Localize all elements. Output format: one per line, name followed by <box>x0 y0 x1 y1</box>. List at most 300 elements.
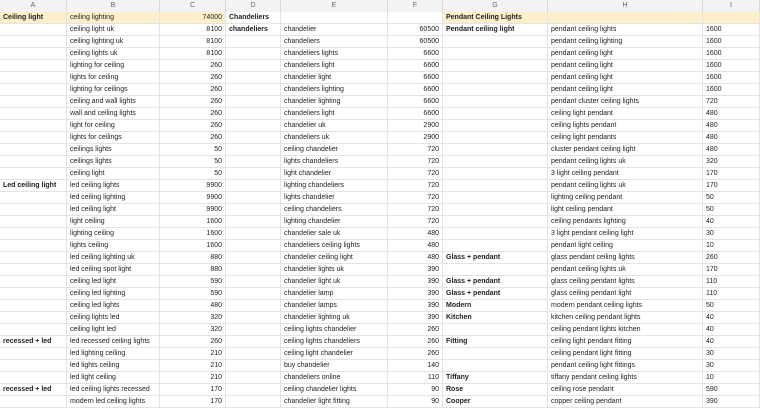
cell-a-category[interactable] <box>0 264 67 276</box>
cell-f-volume[interactable]: 390 <box>388 276 443 288</box>
cell-c-volume[interactable]: 170 <box>160 396 226 408</box>
cell-a-category[interactable] <box>0 168 67 180</box>
cell-b-keyword[interactable]: ceiling lights uk <box>67 48 160 60</box>
cell-e-keyword[interactable]: chandeliers light <box>281 60 388 72</box>
cell-h-keyword[interactable]: 3 light ceiling pendant <box>548 168 703 180</box>
cell-b-keyword[interactable]: led recessed ceiling lights <box>67 336 160 348</box>
cell-f-volume[interactable]: 720 <box>388 180 443 192</box>
cell-i-volume[interactable]: 30 <box>703 360 760 372</box>
cell-f-volume[interactable]: 480 <box>388 240 443 252</box>
cell-i-volume[interactable]: 590 <box>703 384 760 396</box>
cell-h-keyword[interactable]: pendant ceiling light <box>548 72 703 84</box>
cell-b-keyword[interactable]: ceiling led lights <box>67 300 160 312</box>
cell-f-volume[interactable]: 480 <box>388 252 443 264</box>
cell-h-keyword[interactable]: 3 light pendant ceiling light <box>548 228 703 240</box>
cell-a-category[interactable] <box>0 60 67 72</box>
cell-h-keyword[interactable] <box>548 12 703 24</box>
column-header-f[interactable]: F <box>388 0 443 12</box>
cell-c-volume[interactable]: 260 <box>160 96 226 108</box>
cell-g-category[interactable] <box>443 228 548 240</box>
cell-i-volume[interactable]: 50 <box>703 192 760 204</box>
column-header-i[interactable]: I <box>703 0 760 12</box>
cell-d-category[interactable] <box>226 300 281 312</box>
cell-i-volume[interactable]: 40 <box>703 312 760 324</box>
cell-e-keyword[interactable] <box>281 12 388 24</box>
cell-i-volume[interactable]: 480 <box>703 132 760 144</box>
cell-e-keyword[interactable]: chandelier light fitting <box>281 396 388 408</box>
cell-h-keyword[interactable]: glass pendant ceiling lights <box>548 252 703 264</box>
cell-d-category[interactable] <box>226 204 281 216</box>
cell-h-keyword[interactable]: glass ceiling pendant light <box>548 288 703 300</box>
cell-h-keyword[interactable]: pendant ceiling light <box>548 60 703 72</box>
cell-f-volume[interactable]: 6600 <box>388 96 443 108</box>
cell-g-category[interactable]: Tiffany <box>443 372 548 384</box>
cell-a-category[interactable] <box>0 84 67 96</box>
cell-b-keyword[interactable]: lighting for ceiling <box>67 60 160 72</box>
cell-a-category[interactable] <box>0 108 67 120</box>
column-header-e[interactable]: E <box>281 0 388 12</box>
cell-b-keyword[interactable]: ceiling light uk <box>67 24 160 36</box>
cell-f-volume[interactable]: 720 <box>388 204 443 216</box>
cell-i-volume[interactable]: 1600 <box>703 72 760 84</box>
cell-c-volume[interactable]: 1600 <box>160 240 226 252</box>
cell-d-category[interactable] <box>226 372 281 384</box>
cell-i-volume[interactable]: 320 <box>703 156 760 168</box>
cell-d-category[interactable] <box>226 396 281 408</box>
cell-g-category[interactable] <box>443 108 548 120</box>
cell-b-keyword[interactable]: modern led ceiling lights <box>67 396 160 408</box>
cell-b-keyword[interactable]: led ceiling lights recessed <box>67 384 160 396</box>
cell-g-category[interactable] <box>443 132 548 144</box>
cell-g-category[interactable]: Rose <box>443 384 548 396</box>
cell-e-keyword[interactable]: chandeliers light <box>281 108 388 120</box>
cell-a-category[interactable]: recessed + led <box>0 384 67 396</box>
cell-a-category[interactable] <box>0 228 67 240</box>
cell-g-category[interactable]: Glass + pendant <box>443 288 548 300</box>
cell-a-category[interactable] <box>0 48 67 60</box>
cell-c-volume[interactable]: 50 <box>160 156 226 168</box>
cell-f-volume[interactable]: 720 <box>388 192 443 204</box>
cell-a-category[interactable] <box>0 240 67 252</box>
cell-e-keyword[interactable]: ceiling lights chandeliers <box>281 336 388 348</box>
cell-e-keyword[interactable]: chandelier <box>281 24 388 36</box>
cell-i-volume[interactable]: 50 <box>703 300 760 312</box>
cell-a-category[interactable] <box>0 132 67 144</box>
cell-a-category[interactable] <box>0 348 67 360</box>
cell-b-keyword[interactable]: ceilings lights <box>67 156 160 168</box>
cell-f-volume[interactable]: 390 <box>388 312 443 324</box>
cell-c-volume[interactable]: 8100 <box>160 24 226 36</box>
cell-b-keyword[interactable]: light for ceiling <box>67 120 160 132</box>
cell-h-keyword[interactable]: pendant light ceiling <box>548 240 703 252</box>
cell-b-keyword[interactable]: ceilings lights <box>67 144 160 156</box>
cell-e-keyword[interactable]: chandeliers ceiling lights <box>281 240 388 252</box>
cell-c-volume[interactable]: 880 <box>160 264 226 276</box>
cell-a-category[interactable] <box>0 300 67 312</box>
cell-a-category[interactable] <box>0 252 67 264</box>
cell-b-keyword[interactable]: led lights ceiling <box>67 360 160 372</box>
cell-g-category[interactable] <box>443 348 548 360</box>
cell-h-keyword[interactable]: cluster pendant ceiling light <box>548 144 703 156</box>
cell-c-volume[interactable]: 320 <box>160 324 226 336</box>
cell-d-category[interactable] <box>226 384 281 396</box>
cell-a-category[interactable] <box>0 96 67 108</box>
cell-g-category[interactable] <box>443 60 548 72</box>
cell-g-category[interactable] <box>443 360 548 372</box>
cell-i-volume[interactable]: 1600 <box>703 36 760 48</box>
cell-b-keyword[interactable]: led ceiling spot light <box>67 264 160 276</box>
cell-a-category[interactable] <box>0 216 67 228</box>
cell-i-volume[interactable]: 10 <box>703 372 760 384</box>
cell-b-keyword[interactable]: led light ceiling <box>67 372 160 384</box>
cell-f-volume[interactable]: 2900 <box>388 120 443 132</box>
cell-e-keyword[interactable]: lights chandelier <box>281 192 388 204</box>
cell-c-volume[interactable]: 9900 <box>160 204 226 216</box>
cell-b-keyword[interactable]: ceiling led light <box>67 276 160 288</box>
cell-e-keyword[interactable]: chandeliers lights <box>281 48 388 60</box>
cell-f-volume[interactable]: 6600 <box>388 108 443 120</box>
cell-i-volume[interactable]: 170 <box>703 180 760 192</box>
cell-a-category[interactable] <box>0 276 67 288</box>
cell-g-category[interactable] <box>443 180 548 192</box>
cell-f-volume[interactable]: 390 <box>388 264 443 276</box>
cell-h-keyword[interactable]: ceiling pendant light fitting <box>548 348 703 360</box>
column-header-g[interactable]: G <box>443 0 548 12</box>
cell-g-category[interactable] <box>443 216 548 228</box>
cell-d-category[interactable] <box>226 84 281 96</box>
cell-c-volume[interactable]: 1600 <box>160 216 226 228</box>
cell-i-volume[interactable]: 1600 <box>703 48 760 60</box>
cell-e-keyword[interactable]: lighting chandelier <box>281 216 388 228</box>
cell-c-volume[interactable]: 9900 <box>160 180 226 192</box>
cell-f-volume[interactable]: 260 <box>388 324 443 336</box>
cell-h-keyword[interactable]: modern pendant ceiling lights <box>548 300 703 312</box>
cell-i-volume[interactable]: 50 <box>703 204 760 216</box>
cell-a-category[interactable] <box>0 288 67 300</box>
cell-b-keyword[interactable]: lighting ceiling <box>67 228 160 240</box>
cell-a-category[interactable] <box>0 192 67 204</box>
cell-f-volume[interactable]: 720 <box>388 168 443 180</box>
cell-g-category[interactable] <box>443 48 548 60</box>
cell-f-volume[interactable]: 390 <box>388 288 443 300</box>
cell-f-volume[interactable]: 720 <box>388 156 443 168</box>
cell-h-keyword[interactable]: pendant ceiling lighting <box>548 36 703 48</box>
cell-e-keyword[interactable]: lights chandeliers <box>281 156 388 168</box>
cell-f-volume[interactable]: 6600 <box>388 48 443 60</box>
cell-d-category[interactable] <box>226 132 281 144</box>
cell-g-category[interactable]: Pendant Ceiling Lights <box>443 12 548 24</box>
cell-d-category[interactable] <box>226 120 281 132</box>
cell-a-category[interactable] <box>0 120 67 132</box>
cell-d-category[interactable] <box>226 36 281 48</box>
cell-d-category[interactable] <box>226 48 281 60</box>
cell-d-category[interactable] <box>226 180 281 192</box>
cell-c-volume[interactable]: 260 <box>160 72 226 84</box>
cell-e-keyword[interactable]: buy chandelier <box>281 360 388 372</box>
cell-d-category[interactable] <box>226 72 281 84</box>
cell-f-volume[interactable]: 720 <box>388 144 443 156</box>
cell-a-category[interactable] <box>0 24 67 36</box>
cell-d-category[interactable] <box>226 168 281 180</box>
cell-b-keyword[interactable]: led lighting ceiling <box>67 348 160 360</box>
cell-g-category[interactable]: Fitting <box>443 336 548 348</box>
cell-c-volume[interactable]: 260 <box>160 84 226 96</box>
cell-g-category[interactable] <box>443 36 548 48</box>
cell-b-keyword[interactable]: led ceiling light <box>67 204 160 216</box>
cell-d-category[interactable] <box>226 324 281 336</box>
cell-f-volume[interactable]: 140 <box>388 360 443 372</box>
cell-h-keyword[interactable]: ceiling rose pendant <box>548 384 703 396</box>
cell-c-volume[interactable]: 260 <box>160 336 226 348</box>
cell-f-volume[interactable]: 260 <box>388 348 443 360</box>
cell-h-keyword[interactable]: tiffany pendant ceiling lights <box>548 372 703 384</box>
cell-i-volume[interactable]: 1600 <box>703 84 760 96</box>
cell-e-keyword[interactable]: ceiling light chandelier <box>281 348 388 360</box>
cell-g-category[interactable]: Kitchen <box>443 312 548 324</box>
cell-f-volume[interactable]: 720 <box>388 216 443 228</box>
cell-e-keyword[interactable]: chandeliers <box>281 36 388 48</box>
cell-e-keyword[interactable]: ceiling chandeliers <box>281 204 388 216</box>
column-header-h[interactable]: H <box>548 0 703 12</box>
cell-h-keyword[interactable]: glass ceiling pendant lights <box>548 276 703 288</box>
cell-a-category[interactable] <box>0 360 67 372</box>
cell-g-category[interactable] <box>443 240 548 252</box>
cell-f-volume[interactable]: 60500 <box>388 24 443 36</box>
column-header-d[interactable]: D <box>226 0 281 12</box>
cell-h-keyword[interactable]: ceiling pendant lights kitchen <box>548 324 703 336</box>
cell-f-volume[interactable] <box>388 12 443 24</box>
cell-c-volume[interactable]: 590 <box>160 276 226 288</box>
cell-d-category[interactable] <box>226 60 281 72</box>
cell-d-category[interactable] <box>226 264 281 276</box>
cell-c-volume[interactable]: 260 <box>160 132 226 144</box>
cell-h-keyword[interactable]: ceiling lights pendant <box>548 120 703 132</box>
cell-c-volume[interactable]: 8100 <box>160 48 226 60</box>
cell-f-volume[interactable]: 6600 <box>388 84 443 96</box>
cell-i-volume[interactable]: 1600 <box>703 24 760 36</box>
cell-e-keyword[interactable]: lighting chandeliers <box>281 180 388 192</box>
cell-e-keyword[interactable]: chandelier lighting uk <box>281 312 388 324</box>
cell-c-volume[interactable]: 210 <box>160 360 226 372</box>
cell-f-volume[interactable]: 6600 <box>388 72 443 84</box>
cell-d-category[interactable] <box>226 192 281 204</box>
cell-i-volume[interactable]: 480 <box>703 120 760 132</box>
cell-e-keyword[interactable]: chandelier light uk <box>281 276 388 288</box>
cell-d-category[interactable] <box>226 216 281 228</box>
cell-f-volume[interactable]: 90 <box>388 396 443 408</box>
cell-g-category[interactable]: Modern <box>443 300 548 312</box>
cell-a-category[interactable]: Ceiling light <box>0 12 67 24</box>
cell-e-keyword[interactable]: chandelier light <box>281 72 388 84</box>
cell-e-keyword[interactable]: chandelier lamp <box>281 288 388 300</box>
cell-e-keyword[interactable]: ceiling chandelier lights <box>281 384 388 396</box>
cell-f-volume[interactable]: 2900 <box>388 132 443 144</box>
cell-i-volume[interactable]: 170 <box>703 264 760 276</box>
cell-g-category[interactable] <box>443 72 548 84</box>
cell-d-category[interactable] <box>226 108 281 120</box>
cell-h-keyword[interactable]: pendant ceiling lights uk <box>548 180 703 192</box>
cell-f-volume[interactable]: 90 <box>388 384 443 396</box>
cell-a-category[interactable] <box>0 396 67 408</box>
cell-b-keyword[interactable]: lights for ceilings <box>67 132 160 144</box>
cell-b-keyword[interactable]: ceiling light led <box>67 324 160 336</box>
cell-i-volume[interactable]: 390 <box>703 396 760 408</box>
cell-d-category[interactable] <box>226 348 281 360</box>
cell-d-category[interactable] <box>226 336 281 348</box>
cell-g-category[interactable] <box>443 264 548 276</box>
cell-e-keyword[interactable]: ceiling lights chandelier <box>281 324 388 336</box>
column-header-c[interactable]: C <box>160 0 226 12</box>
cell-i-volume[interactable]: 480 <box>703 144 760 156</box>
cell-b-keyword[interactable]: lighting for ceilings <box>67 84 160 96</box>
cell-a-category[interactable]: Led ceiling light <box>0 180 67 192</box>
cell-b-keyword[interactable]: wall and ceiling lights <box>67 108 160 120</box>
cell-b-keyword[interactable]: led ceiling lighting <box>67 192 160 204</box>
cell-h-keyword[interactable]: pendant cluster ceiling lights <box>548 96 703 108</box>
cell-c-volume[interactable]: 210 <box>160 372 226 384</box>
cell-g-category[interactable] <box>443 192 548 204</box>
cell-a-category[interactable] <box>0 144 67 156</box>
cell-h-keyword[interactable]: copper ceiling pendant <box>548 396 703 408</box>
cell-e-keyword[interactable]: chandelier ceiling light <box>281 252 388 264</box>
cell-i-volume[interactable]: 40 <box>703 216 760 228</box>
cell-h-keyword[interactable]: ceiling light pendant fitting <box>548 336 703 348</box>
cell-a-category[interactable] <box>0 312 67 324</box>
cell-f-volume[interactable]: 6600 <box>388 60 443 72</box>
cell-g-category[interactable]: Cooper <box>443 396 548 408</box>
cell-a-category[interactable] <box>0 72 67 84</box>
cell-d-category[interactable] <box>226 288 281 300</box>
cell-b-keyword[interactable]: ceiling lights led <box>67 312 160 324</box>
cell-d-category[interactable]: chandeliers <box>226 24 281 36</box>
cell-i-volume[interactable]: 110 <box>703 276 760 288</box>
cell-g-category[interactable] <box>443 120 548 132</box>
cell-c-volume[interactable]: 170 <box>160 384 226 396</box>
cell-c-volume[interactable]: 50 <box>160 144 226 156</box>
cell-g-category[interactable]: Pendant ceiling light <box>443 24 548 36</box>
cell-f-volume[interactable]: 260 <box>388 336 443 348</box>
cell-c-volume[interactable]: 74000 <box>160 12 226 24</box>
cell-b-keyword[interactable]: ceiling led lighting <box>67 288 160 300</box>
cell-d-category[interactable] <box>226 228 281 240</box>
cell-e-keyword[interactable]: chandelier lights uk <box>281 264 388 276</box>
cell-d-category[interactable] <box>226 144 281 156</box>
cell-i-volume[interactable]: 30 <box>703 348 760 360</box>
cell-g-category[interactable]: Glass + pendant <box>443 252 548 264</box>
cell-c-volume[interactable]: 210 <box>160 348 226 360</box>
cell-b-keyword[interactable]: ceiling lighting <box>67 12 160 24</box>
cell-h-keyword[interactable]: kitchen ceiling pendant lights <box>548 312 703 324</box>
cell-e-keyword[interactable]: chandelier uk <box>281 120 388 132</box>
cell-e-keyword[interactable]: chandeliers uk <box>281 132 388 144</box>
cell-f-volume[interactable]: 480 <box>388 228 443 240</box>
cell-h-keyword[interactable]: pendant ceiling light <box>548 48 703 60</box>
column-header-a[interactable]: A <box>0 0 67 12</box>
cell-d-category[interactable]: Chandeliers <box>226 12 281 24</box>
cell-d-category[interactable] <box>226 240 281 252</box>
cell-d-category[interactable] <box>226 96 281 108</box>
cell-b-keyword[interactable]: lights ceiling <box>67 240 160 252</box>
cell-b-keyword[interactable]: led ceiling lighting uk <box>67 252 160 264</box>
cell-h-keyword[interactable]: pendant ceiling lights uk <box>548 264 703 276</box>
cell-a-category[interactable] <box>0 36 67 48</box>
cell-e-keyword[interactable]: chandelier lamps <box>281 300 388 312</box>
cell-h-keyword[interactable]: pendant ceiling light fittings <box>548 360 703 372</box>
cell-d-category[interactable] <box>226 156 281 168</box>
cell-a-category[interactable] <box>0 204 67 216</box>
cell-b-keyword[interactable]: led ceiling lights <box>67 180 160 192</box>
cell-d-category[interactable] <box>226 252 281 264</box>
cell-a-category[interactable] <box>0 372 67 384</box>
cell-d-category[interactable] <box>226 360 281 372</box>
cell-d-category[interactable] <box>226 276 281 288</box>
cell-c-volume[interactable]: 590 <box>160 288 226 300</box>
cell-g-category[interactable] <box>443 204 548 216</box>
cell-e-keyword[interactable]: chandeliers online <box>281 372 388 384</box>
cell-b-keyword[interactable]: lights for ceiling <box>67 72 160 84</box>
cell-e-keyword[interactable]: chandeliers lighting <box>281 84 388 96</box>
cell-g-category[interactable]: Glass + pendant <box>443 276 548 288</box>
cell-i-volume[interactable]: 480 <box>703 108 760 120</box>
cell-g-category[interactable] <box>443 84 548 96</box>
cell-c-volume[interactable]: 50 <box>160 168 226 180</box>
cell-i-volume[interactable]: 260 <box>703 252 760 264</box>
cell-i-volume[interactable]: 720 <box>703 96 760 108</box>
cell-h-keyword[interactable]: light ceiling pendant <box>548 204 703 216</box>
cell-e-keyword[interactable]: chandelier lighting <box>281 96 388 108</box>
cell-i-volume[interactable]: 170 <box>703 168 760 180</box>
cell-h-keyword[interactable]: lighting ceiling pendant <box>548 192 703 204</box>
cell-h-keyword[interactable]: pendant ceiling lights uk <box>548 156 703 168</box>
cell-b-keyword[interactable]: light ceiling <box>67 216 160 228</box>
cell-c-volume[interactable]: 480 <box>160 300 226 312</box>
cell-a-category[interactable] <box>0 324 67 336</box>
cell-c-volume[interactable]: 880 <box>160 252 226 264</box>
cell-f-volume[interactable]: 60500 <box>388 36 443 48</box>
cell-d-category[interactable] <box>226 312 281 324</box>
cell-c-volume[interactable]: 9900 <box>160 192 226 204</box>
cell-c-volume[interactable]: 8100 <box>160 36 226 48</box>
cell-h-keyword[interactable]: ceiling light pendants <box>548 132 703 144</box>
cell-h-keyword[interactable]: pendant ceiling lights <box>548 24 703 36</box>
cell-g-category[interactable] <box>443 96 548 108</box>
cell-i-volume[interactable]: 30 <box>703 228 760 240</box>
cell-i-volume[interactable]: 40 <box>703 324 760 336</box>
cell-g-category[interactable] <box>443 324 548 336</box>
cell-i-volume[interactable]: 1600 <box>703 60 760 72</box>
cell-h-keyword[interactable]: ceiling light pendant <box>548 108 703 120</box>
cell-c-volume[interactable]: 260 <box>160 60 226 72</box>
cell-e-keyword[interactable]: ceiling chandelier <box>281 144 388 156</box>
cell-i-volume[interactable] <box>703 12 760 24</box>
cell-i-volume[interactable]: 10 <box>703 240 760 252</box>
cell-h-keyword[interactable]: ceiling pendants lighting <box>548 216 703 228</box>
column-header-b[interactable]: B <box>67 0 160 12</box>
cell-a-category[interactable]: recessed + led <box>0 336 67 348</box>
cell-e-keyword[interactable]: light chandelier <box>281 168 388 180</box>
cell-a-category[interactable] <box>0 156 67 168</box>
cell-f-volume[interactable]: 390 <box>388 300 443 312</box>
cell-b-keyword[interactable]: ceiling lighting uk <box>67 36 160 48</box>
cell-e-keyword[interactable]: chandelier sale uk <box>281 228 388 240</box>
cell-c-volume[interactable]: 260 <box>160 120 226 132</box>
cell-c-volume[interactable]: 1600 <box>160 228 226 240</box>
cell-c-volume[interactable]: 320 <box>160 312 226 324</box>
cell-f-volume[interactable]: 110 <box>388 372 443 384</box>
cell-g-category[interactable] <box>443 168 548 180</box>
cell-h-keyword[interactable]: pendant ceiling light <box>548 84 703 96</box>
cell-g-category[interactable] <box>443 144 548 156</box>
